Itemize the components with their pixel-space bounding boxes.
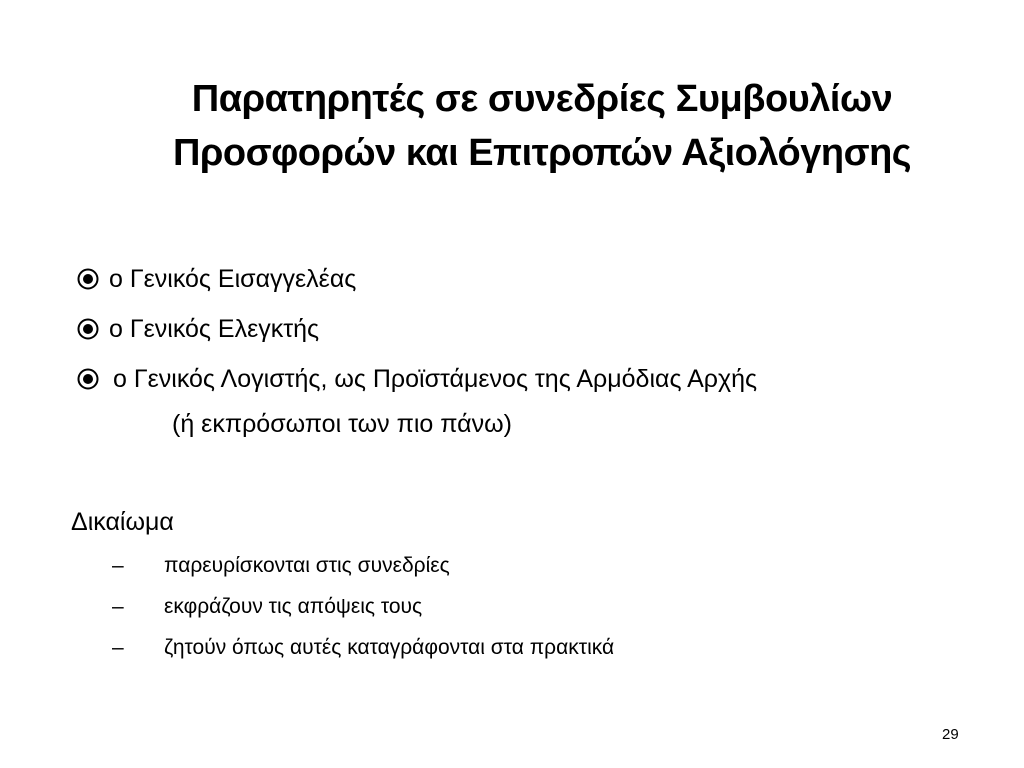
slide-title-line-2: Προσφορών και Επιτροπών Αξιολόγησης (172, 132, 912, 174)
list-item-text: ο Γενικός Λογιστής, ως Προϊστάμενος της Αρμόδιας Αρχής (113, 364, 758, 393)
dash-bullet: – (112, 553, 124, 577)
list-item (112, 545, 912, 586)
slide-title-line-1: Παρατηρητές σε συνεδρίες Συμβουλίων (191, 78, 893, 120)
list-item-text: ο Γενικός Ελεγκτής (109, 314, 320, 343)
list-item (76, 354, 976, 404)
list-item-text: ο Γενικός Εισαγγελέας (109, 264, 357, 293)
list-item-text: εκφράζουν τις απόψεις τους (164, 594, 423, 618)
rights-heading: Δικαίωμα (71, 508, 174, 536)
rights-list (112, 545, 912, 668)
radio-bullet-icon (76, 317, 100, 341)
observers-list (76, 254, 976, 404)
list-item (112, 586, 912, 627)
radio-bullet-icon (76, 267, 100, 291)
list-item (76, 304, 976, 354)
bullet-continuation: (ή εκπρόσωποι των πιο πάνω) (172, 410, 512, 438)
dash-bullet: – (112, 594, 124, 618)
list-item-text: ζητούν όπως αυτές καταγράφονται στα πρακτικά (164, 635, 615, 659)
radio-bullet-icon (76, 367, 100, 391)
list-item (112, 627, 912, 668)
list-item (76, 254, 976, 304)
page-number: 29 (942, 726, 959, 743)
dash-bullet: – (112, 635, 124, 659)
slide-title (0, 72, 1024, 180)
list-item-text: παρευρίσκονται στις συνεδρίες (164, 553, 450, 577)
